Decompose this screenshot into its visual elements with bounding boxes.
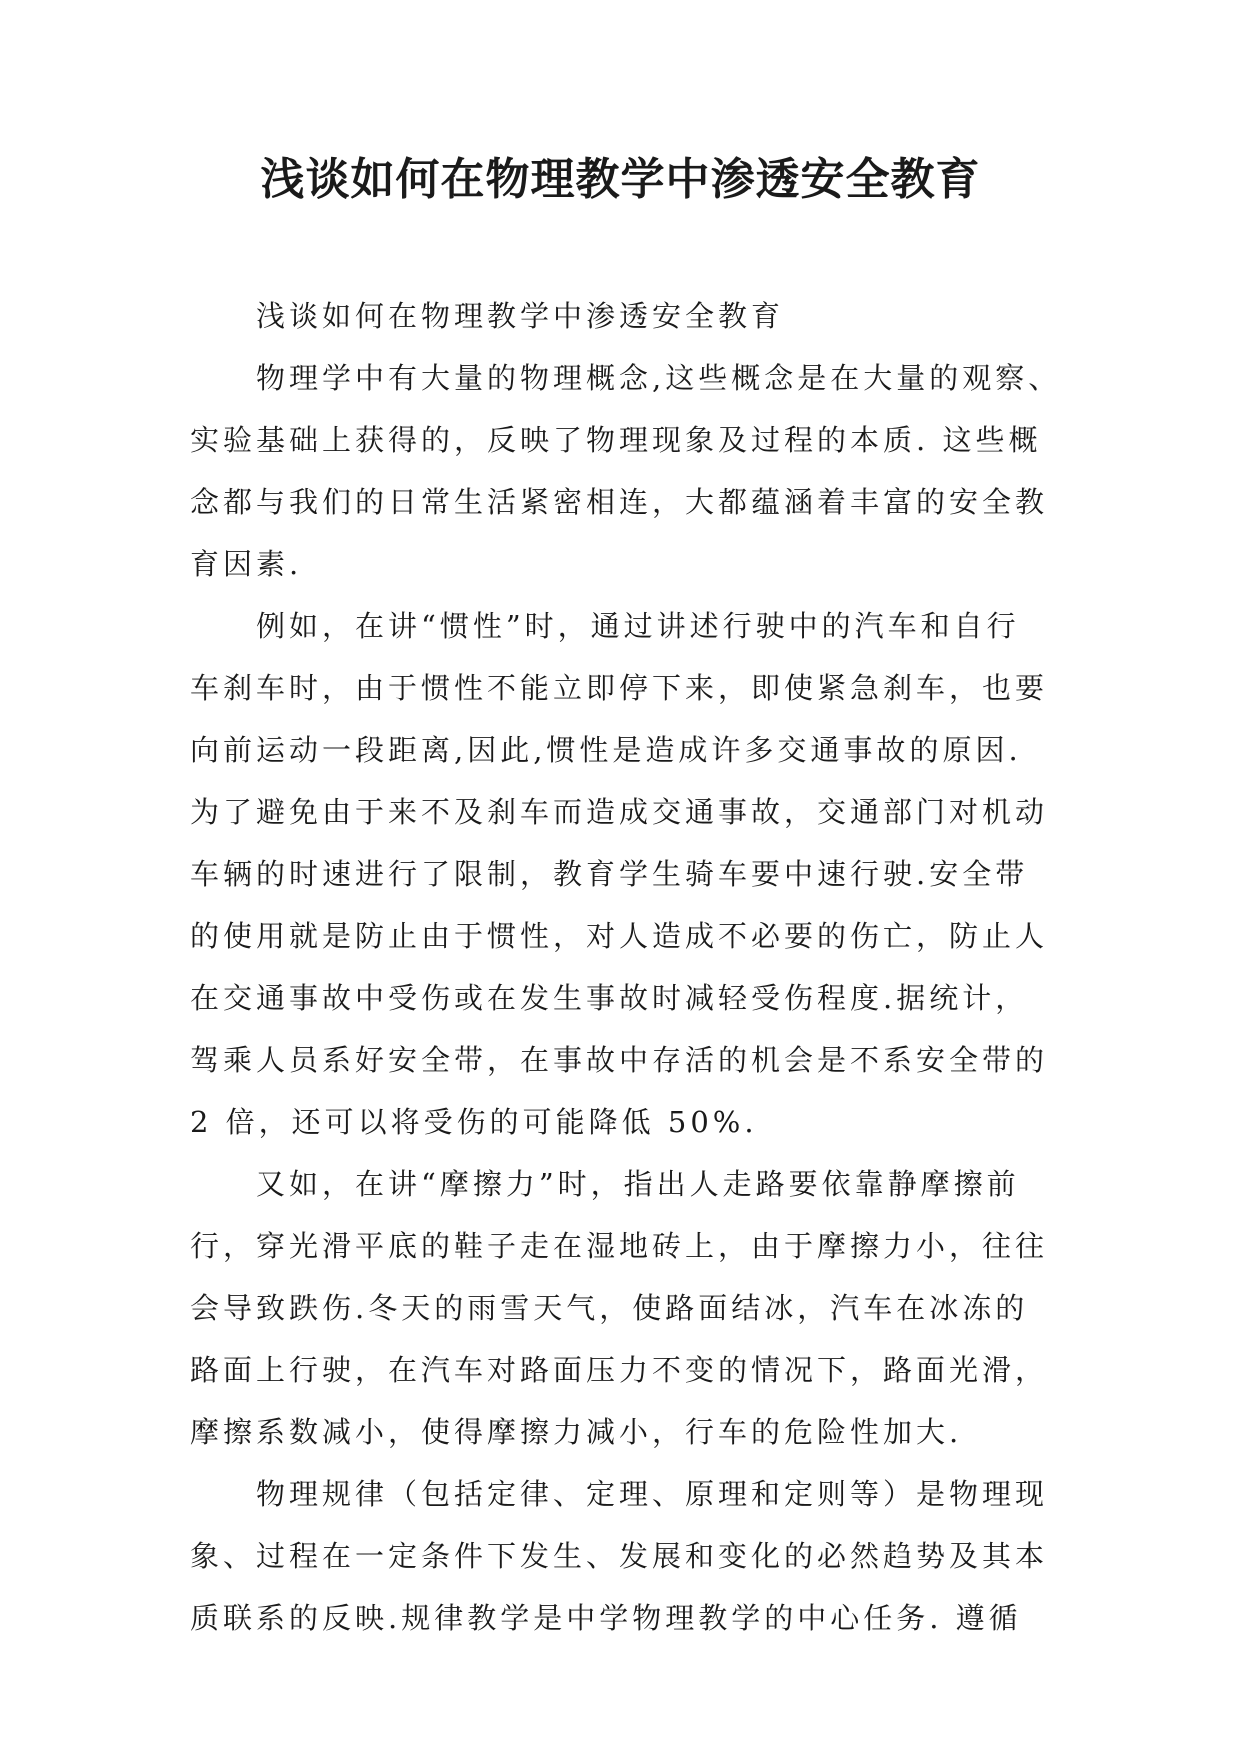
text-line: 的使用就是防止由于惯性，对人造成不必要的伤亡，防止人	[190, 919, 1049, 953]
text-line: 又如，在讲“摩擦力”时，指出人走路要依靠静摩擦前	[256, 1167, 1020, 1201]
document-title: 浅谈如何在物理教学中渗透安全教育	[260, 154, 981, 205]
text-line: 路面上行驶，在汽车对路面压力不变的情况下，路面光滑，	[190, 1353, 1049, 1387]
text-line: 实验基础上获得的，反映了物理现象及过程的本质. 这些概	[190, 423, 1042, 457]
text-line: 行，穿光滑平底的鞋子走在湿地砖上，由于摩擦力小，往往	[190, 1229, 1049, 1263]
text-line: 驾乘人员系好安全带，在事故中存活的机会是不系安全带的	[190, 1043, 1049, 1077]
text-line: 向前运动一段距离,因此,惯性是造成许多交通事故的原因.	[190, 733, 1022, 767]
text-line: 质联系的反映.规律教学是中学物理教学的中心任务. 遵循	[190, 1601, 1022, 1635]
text-line: 象、过程在一定条件下发生、发展和变化的必然趋势及其本	[190, 1539, 1049, 1573]
text-line: 育因素.	[190, 547, 303, 581]
text-line: 车辆的时速进行了限制，教育学生骑车要中速行驶.安全带	[190, 857, 1029, 891]
text-line: 例如，在讲“惯性”时，通过讲述行驶中的汽车和自行	[256, 609, 1020, 643]
text-line: 会导致跌伤.冬天的雨雪天气，使路面结冰，汽车在冰冻的	[190, 1291, 1029, 1325]
text-line: 物理规律（包括定律、定理、原理和定则等）是物理现	[256, 1477, 1049, 1511]
text-line: 念都与我们的日常生活紧密相连，大都蕴涵着丰富的安全教	[190, 485, 1049, 519]
document-body	[190, 285, 1062, 1649]
text-line: 在交通事故中受伤或在发生事故时减轻受伤程度.据统计，	[190, 981, 1029, 1015]
text-line: 浅谈如何在物理教学中渗透安全教育	[256, 299, 785, 333]
text-line: 2 倍，还可以将受伤的可能降低 50%.	[190, 1105, 758, 1139]
text-line: 摩擦系数减小，使得摩擦力减小，行车的危险性加大.	[190, 1415, 963, 1449]
text-line: 物理学中有大量的物理概念,这些概念是在大量的观察、	[256, 361, 1062, 395]
text-line: 车刹车时，由于惯性不能立即停下来，即使紧急刹车，也要	[190, 671, 1049, 705]
text-line: 为了避免由于来不及刹车而造成交通事故，交通部门对机动	[190, 795, 1049, 829]
